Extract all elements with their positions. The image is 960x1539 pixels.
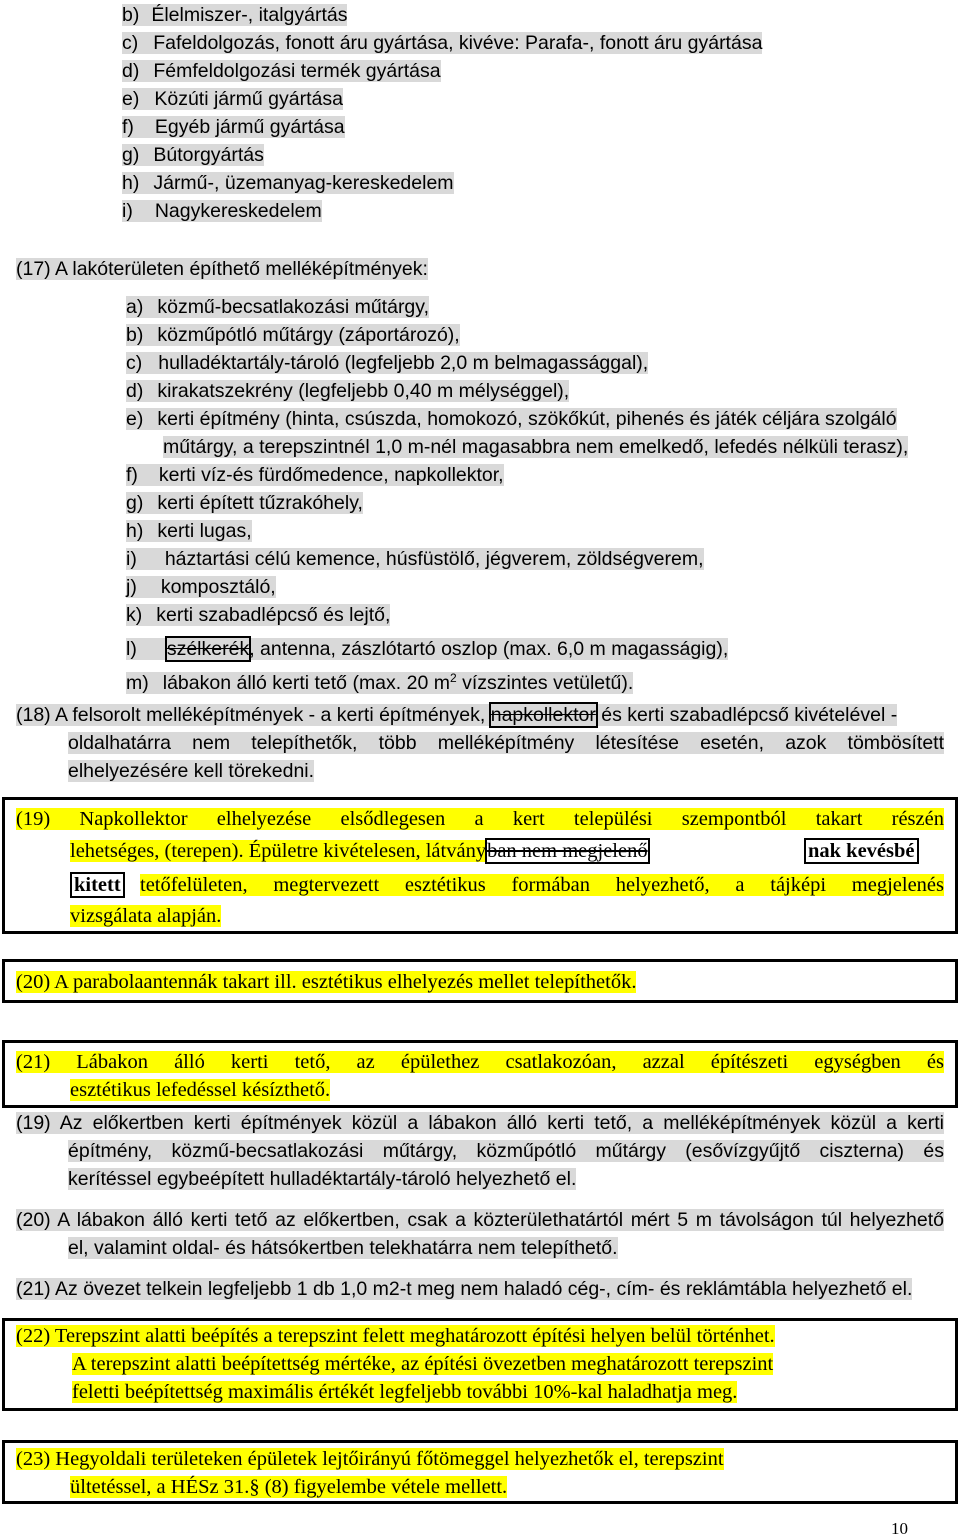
text: és kerti szabadlépcső kivételével -: [601, 704, 898, 726]
list-item: [122, 30, 762, 56]
struck-text: szélkerék: [166, 638, 250, 660]
list-item: [126, 406, 897, 432]
list-text: Egyéb jármű gyártása: [154, 116, 345, 138]
inserted-text: kitett: [74, 874, 121, 896]
list-text: kerti épített tűzrakóhely,: [157, 492, 363, 514]
list-text: Fafeldolgozás, fonott áru gyártása, kivéve: Parafa-, fonott áru gyártása: [153, 32, 763, 54]
text: lehetséges, (terepen). Épületre kivételesen, látvány: [70, 840, 487, 862]
list-label: l): [126, 638, 137, 660]
paragraph-line: [68, 1166, 576, 1192]
text: ültetéssel, a HÉSz 31.§ (8) figyelembe vétele mellett.: [70, 1476, 508, 1498]
text: (19) Az előkertben kerti építmények közül a lábakon álló kerti tető, a melléképítmények közül a kerti: [16, 1112, 944, 1134]
list-text: Jármű-, üzemanyag-kereskedelem: [153, 172, 454, 194]
list-item: [126, 350, 648, 376]
list-label: i): [122, 200, 133, 222]
list-text: kerti szabadlépcső és lejtő,: [156, 604, 391, 626]
list-item: [126, 546, 704, 572]
list-text: Élelmiszer-, italgyártás: [151, 4, 348, 26]
list-label: e): [122, 88, 140, 110]
list-item: [122, 86, 343, 112]
list-label: b): [122, 4, 140, 26]
text: el, valamint oldal- és hátsókertben telekhatárra nem telepíthető.: [68, 1237, 618, 1259]
paragraph-line: [70, 1473, 507, 1501]
paragraph-line: [72, 871, 123, 899]
list-label: f): [122, 116, 134, 138]
list-item: [126, 294, 429, 320]
text: (23) Hegyoldali területeken épületek lejtőirányú főtömeggel helyezhetők el, terepszint: [16, 1448, 724, 1470]
list-text: Bútorgyártás: [153, 144, 264, 166]
list-item: [122, 58, 441, 84]
list-label: j): [126, 576, 137, 598]
paragraph-line: [68, 1235, 618, 1261]
text: A terepszint alatti beépítettség mértéke, az építési övezetben meghatározott terepszint: [72, 1353, 774, 1375]
superscript: 2: [449, 671, 457, 685]
text: elhelyezésére kell törekedni.: [68, 760, 315, 782]
text: (21) Az övezet telkein legfeljebb 1 db 1,0 m2-t meg nem haladó cég-, cím- és reklámtábla helyezhető el.: [16, 1278, 913, 1300]
paragraph-line: [140, 871, 944, 899]
paragraph-line: [72, 1350, 773, 1378]
list-label: k): [126, 604, 143, 626]
list-text: komposztáló,: [160, 576, 276, 598]
page-number: 10: [891, 1519, 908, 1538]
list-item: [126, 490, 363, 516]
list-text: , antenna, zászlótartó oszlop (max. 6,0 m magasságig),: [249, 638, 729, 660]
list-item: [122, 2, 347, 28]
list-text: közműpótló műtárgy (záportározó),: [157, 324, 460, 346]
list-text: kerti víz-és fürdőmedence, napkollektor,: [158, 464, 504, 486]
text: feletti beépítettség maximális értékét legfeljebb további 10%-kal haladhatja meg.: [72, 1381, 738, 1403]
list-text: háztartási célú kemence, húsfüstölő, jégverem, zöldségverem,: [164, 548, 704, 570]
list-text: Nagykereskedelem: [154, 200, 322, 222]
struck-text: napkollektor: [490, 704, 596, 726]
list-item: [126, 670, 633, 696]
list-label: b): [126, 324, 144, 346]
paragraph-line: [68, 730, 944, 756]
list-text: kirakatszekrény (legfeljebb 0,40 m mélységgel),: [157, 380, 570, 402]
paragraph-line: [16, 968, 636, 996]
list-label: h): [126, 520, 144, 542]
list-text: kerti lugas,: [157, 520, 252, 542]
text: (18) A felsorolt melléképítmények - a kerti építmények,: [16, 704, 486, 726]
paragraph-line: [68, 1138, 944, 1164]
list-label: g): [122, 144, 140, 166]
list-label: c): [126, 352, 143, 374]
text: (20) A lábakon álló kerti tető az előkertben, csak a közterülethatártól mért 5 m távolságon túl helyezhető: [16, 1209, 944, 1231]
list-label: g): [126, 492, 144, 514]
list-text: műtárgy, a terepszintnél 1,0 m-nél magasabbra nem emelkedő, lefedés nélküli terasz),: [163, 436, 909, 458]
paragraph-line: [68, 758, 314, 784]
paragraph-line: [72, 1378, 737, 1406]
paragraph-line: [70, 837, 648, 865]
list-label: d): [126, 380, 144, 402]
section-17-heading: [16, 256, 428, 282]
list-item: [122, 142, 264, 168]
list-text: Fémfeldolgozási termék gyártása: [153, 60, 441, 82]
paragraph-line: [70, 902, 221, 930]
paragraph-line: [16, 702, 897, 728]
text: esztétikus lefedéssel késízthető.: [70, 1079, 331, 1101]
paragraph-line: [70, 1076, 330, 1104]
paragraph-line: [16, 1445, 724, 1473]
heading-text: (17) A lakóterületen építhető melléképítmények:: [16, 258, 428, 280]
list-label: e): [126, 408, 144, 430]
list-label: i): [126, 548, 137, 570]
list-label: h): [122, 172, 140, 194]
list-item: [126, 322, 460, 348]
text: oldalhatárra nem telepíthetők, több melléképítmény létesítése esetén, azok tömbösített: [68, 732, 944, 754]
list-text: Közúti jármű gyártása: [154, 88, 343, 110]
list-label: m): [126, 672, 149, 694]
list-text: közmű-becsatlakozási műtárgy,: [157, 296, 430, 318]
list-item: [126, 602, 390, 628]
list-item: [126, 378, 569, 404]
text: kerítéssel egybeépített hulladéktartály-tároló helyezhető el.: [68, 1168, 577, 1190]
list-label: c): [122, 32, 139, 54]
text: (19) Napkollektor elhelyezése elsődlegesen a kert települési szempontból takart részén: [16, 808, 944, 830]
text: építmény, közmű-becsatlakozási műtárgy, közműpótló műtárgy (esővízgyűjtő ciszterna) és: [68, 1140, 944, 1162]
section-21b: [16, 1276, 912, 1302]
list-text: kerti építmény (hinta, csúszda, homokozó, szökőkút, pihenés és játék céljára szolgáló: [157, 408, 897, 430]
text: (21) Lábakon álló kerti tető, az épülethez csatlakozóan, azzal építészeti egységben és: [16, 1051, 944, 1073]
list-item: [126, 574, 276, 600]
paragraph-line: [16, 805, 944, 833]
list-text: lábakon álló kerti tető (max. 20 m: [162, 672, 450, 694]
list-item-continuation: [163, 434, 908, 460]
list-item: [126, 518, 252, 544]
paragraph-line: [16, 1110, 944, 1136]
struck-text: ban nem megjelenő: [487, 840, 648, 862]
inserted-text: [806, 837, 917, 865]
list-label: d): [122, 60, 140, 82]
list-item: [122, 170, 454, 196]
paragraph-line: [16, 1048, 944, 1076]
list-item: [126, 462, 504, 488]
list-label: a): [126, 296, 144, 318]
list-text: hulladéktartály-tároló (legfeljebb 2,0 m belmagassággal),: [158, 352, 649, 374]
list-item: [122, 114, 345, 140]
list-item: [126, 636, 728, 662]
list-text: vízszintes vetületű).: [456, 672, 634, 694]
text: tetőfelületen, megtervezett esztétikus formában helyezhető, a tájképi megjelenés: [140, 874, 944, 896]
paragraph-line: [16, 1322, 775, 1350]
paragraph-line: [16, 1207, 944, 1233]
text: nak kevésbé: [808, 840, 915, 862]
list-label: f): [126, 464, 138, 486]
text: vizsgálata alapján.: [70, 905, 222, 927]
text: (20) A parabolaantennák takart ill. esztétikus elhelyezés mellet telepíthetők.: [16, 971, 637, 993]
text: (22) Terepszint alatti beépítés a terepszint felett meghatározott építési helyen belül történhet.: [16, 1325, 775, 1347]
list-item: [122, 198, 322, 224]
